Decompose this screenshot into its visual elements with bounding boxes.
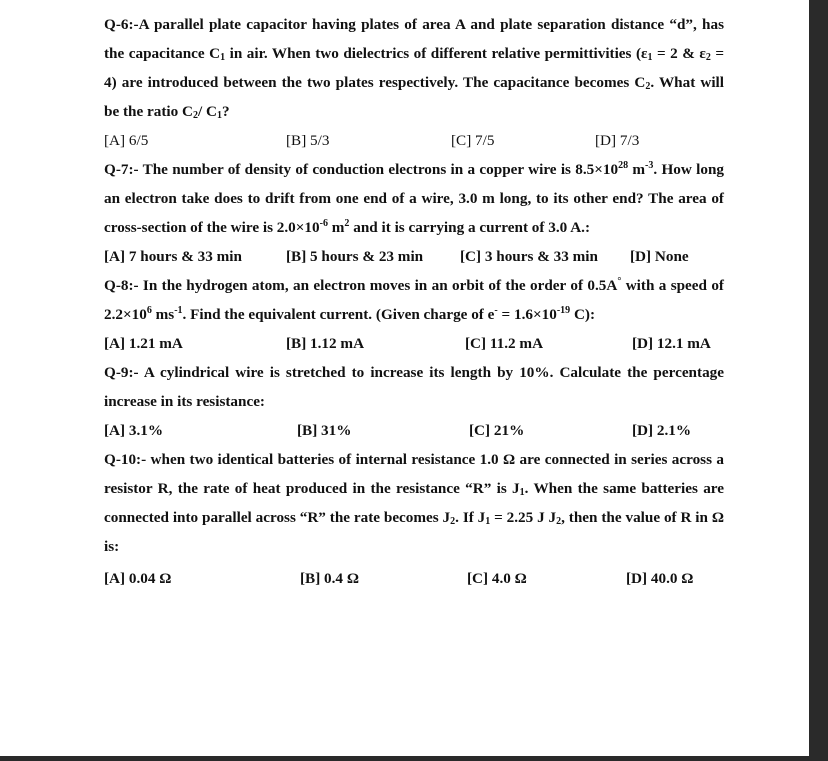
superscript: -3 xyxy=(645,160,654,171)
q8-option-d: [D] 12.1 mA xyxy=(632,335,711,352)
question-9: Q-9:- A cylindrical wire is stretched to increase its length by 10%. Calculate the percentage increase in its resistance: xyxy=(104,364,724,410)
q8-text: C): xyxy=(570,306,596,323)
q10-text: . When the same batteries are connected into parallel across “R” the rate becomes J xyxy=(104,480,724,526)
q9-option-c: [C] 21% xyxy=(469,422,525,439)
superscript: -1 xyxy=(174,305,183,316)
superscript: -6 xyxy=(319,218,328,229)
subscript: 1 xyxy=(485,516,491,527)
q6-option-a: [A] 6/5 xyxy=(104,132,149,149)
q6-text: / C xyxy=(198,103,217,120)
subscript: 2 xyxy=(193,110,198,121)
superscript: -19 xyxy=(556,305,571,316)
superscript: - xyxy=(494,305,498,316)
q10-options xyxy=(104,564,724,593)
q8-option-b: [B] 1.12 mA xyxy=(286,335,365,352)
q10-text: . If J xyxy=(455,509,486,526)
q10-text: = 2.25 J J xyxy=(490,509,557,526)
q6-option-d: [D] 7/3 xyxy=(595,132,640,149)
superscript: 2 xyxy=(344,218,350,229)
q8-text: with a speed of 2.2×10 xyxy=(104,277,724,323)
q6-text: = 4) are introduced between the two plates respectively. The capacitance becomes C xyxy=(104,45,724,91)
q10-option-d: [D] 40.0 Ω xyxy=(626,570,694,587)
q8-text: . Find the equivalent current. (Given charge of e xyxy=(182,306,495,323)
q6-text: . What will be the ratio C xyxy=(104,74,725,120)
q7-text: and it is carrying a current of 3.0 A.: xyxy=(349,219,591,236)
q10-option-b: [B] 0.4 Ω xyxy=(300,570,359,587)
q8-option-a: [A] 1.21 mA xyxy=(104,335,183,352)
question-6 xyxy=(104,10,724,126)
subscript: 2 xyxy=(556,516,562,527)
q9-option-d: [D] 2.1% xyxy=(632,422,692,439)
question-7 xyxy=(104,155,724,242)
q6-option-b: [B] 5/3 xyxy=(286,132,330,149)
q6-text: ? xyxy=(221,103,230,120)
subscript: 2 xyxy=(705,52,711,63)
q6-text: Q-6:-A parallel plate capacitor having plates of area A and plate separation distance “d”, has the capacitance C xyxy=(104,16,724,62)
question-8 xyxy=(104,271,724,329)
q9-option-a: [A] 3.1% xyxy=(104,422,164,439)
q6-text: = 2 & ε xyxy=(652,45,706,62)
q7-option-c: [C] 3 hours & 33 min xyxy=(460,248,598,265)
q6-text: in air. When two dielectrics of different relative permittivities (ε xyxy=(225,45,648,62)
q10-text: Q-10:- when two identical batteries of internal resistance 1.0 Ω are connected in series across a resistor R, the rate of heat produced in the resistance “R” is J xyxy=(104,451,724,497)
superscript: 28 xyxy=(618,160,629,171)
q7-option-b: [B] 5 hours & 23 min xyxy=(286,248,424,265)
q7-text: m xyxy=(628,161,646,178)
q8-text: Q-8:- In the hydrogen atom, an electron moves in an orbit of the order of 0.5A xyxy=(104,277,618,294)
q10-option-c: [C] 4.0 Ω xyxy=(467,570,527,587)
superscript: ° xyxy=(617,276,622,287)
q9-option-b: [B] 31% xyxy=(297,422,352,439)
subscript: 1 xyxy=(220,52,226,63)
q7-text: Q-7:- The number of density of conduction electrons in a copper wire is 8.5×10 xyxy=(104,161,619,178)
q7-option-d: [D] None xyxy=(630,248,689,265)
question-list xyxy=(104,10,724,593)
subscript: 2 xyxy=(450,516,456,527)
q9-options xyxy=(104,416,724,445)
subscript: 2 xyxy=(645,81,651,92)
question-10 xyxy=(104,445,724,561)
q7-option-a: [A] 7 hours & 33 min xyxy=(104,248,242,265)
q8-option-c: [C] 11.2 mA xyxy=(465,335,544,352)
superscript: 6 xyxy=(146,305,152,316)
q8-text: = 1.6×10 xyxy=(497,306,557,323)
q8-options xyxy=(104,329,724,358)
subscript: 1 xyxy=(647,52,653,63)
q8-text: ms xyxy=(151,306,175,323)
q7-options xyxy=(104,242,724,271)
q6-option-c: [C] 7/5 xyxy=(451,132,495,149)
q6-options xyxy=(104,126,724,155)
q7-text: m xyxy=(327,219,345,236)
q10-text: , then the value of R in Ω is: xyxy=(104,509,724,555)
subscript: 1 xyxy=(519,487,525,498)
q7-text: . How long an electron take does to drift from one end of a wire, 3.0 m long, to its other end? The area of cross-section of the wire is 2.0×10 xyxy=(104,161,725,236)
q10-option-a: [A] 0.04 Ω xyxy=(104,570,172,587)
subscript: 1 xyxy=(216,110,222,121)
